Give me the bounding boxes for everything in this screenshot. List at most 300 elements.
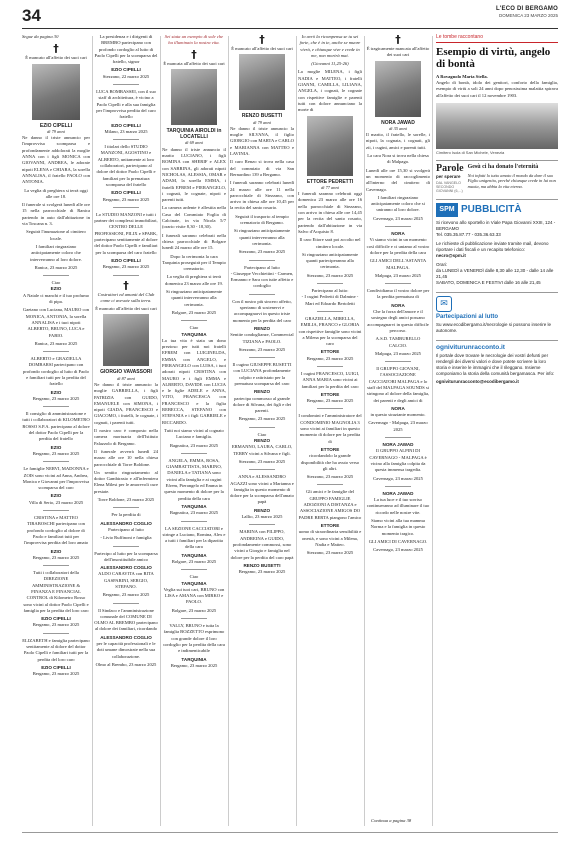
condolence-text: I condomini e l'amministratore del CONDOMINIO MAGNOLIA 3 sono vicini ai familiari in questo momento di dolore per la perdita di: [298, 413, 362, 444]
condolence: [230, 432, 294, 465]
obituary-tarquinia-airoldi: [162, 34, 226, 316]
spm-info-box: [436, 199, 558, 286]
condolence-place: Malpaga, 23 marzo 2025: [375, 272, 421, 278]
portrait-photo: [239, 54, 285, 110]
cross-icon: †: [395, 34, 401, 46]
condolence-text: A.S.D. TAMBURELLO CALCIO.: [375, 336, 421, 348]
condolence-text: Il GRUPPO ALPINI DI CAVERNAGO - MALPAGA è vicino alla famiglia colpita da questa immensa tragedia.: [369, 448, 427, 473]
condolence: [94, 551, 158, 599]
divider: [113, 603, 139, 604]
obituary-column-5: [298, 34, 362, 814]
condolence-name: EZIO CIPELLI: [41, 664, 71, 670]
column-rule: [296, 36, 297, 826]
condolence-place: Cavernago, 23 marzo 2025: [373, 475, 423, 481]
condolence: [162, 574, 226, 614]
divider: [113, 507, 139, 508]
condolence: [94, 512, 158, 541]
condolence-text: MARINA con FILIPPO, ANDREINA e GUIDO, profondamente commossi, sono vicini a Giorgio e famiglia nel dolore per la perdita del caro papà: [230, 529, 294, 560]
obit-name: ETTORE PEDRETTI: [306, 178, 354, 185]
condolence: [22, 515, 90, 561]
portrait-photo: [171, 69, 217, 125]
condolence-text: Gli amici e le famiglie del GRUPPO FAMIGLIE ADOZIONI A DISTANZA e ASSOCIAZIONE AMIGOS DO PADRE BERTA piangono l'amico: [298, 489, 362, 520]
condolence-text: GLI AMICI DELL'ASTANTA MALPAGA.: [369, 258, 427, 270]
condolence-name: EZIO: [50, 286, 62, 292]
condolence-text: GRAZIELLA, MIRELLA, EMILIA, FRANCO e GLORIA con rispettive famiglie sono vicini a Milena per la scomparsa del caro: [298, 315, 362, 347]
condolence: [366, 231, 430, 279]
divider: [181, 453, 207, 454]
obit-age: di 79 anni: [253, 119, 271, 125]
condolence: [22, 638, 90, 678]
condolence-head: Partecipano al lutto:: [311, 288, 349, 294]
condolence-text: La tua luce e il tuo sorriso continueranno ad illuminare il tuo ricordo nelle nostre vite.: [366, 497, 430, 515]
online-condolences-title: Partecipazioni al lutto: [436, 313, 499, 320]
condolence-text: La tua vita è stata un dono prezioso per tutti noi fratelli EFREM con LUIGINELDA, EMMA con ANGELO, e PIERANGELO con LUISA, i tuoi adorati nipoti CRISTINA con MAURO e i figli EMMA e ALBERTO, DAVIDE con LUCIA e le figlie ADELE e ANNA, VITO, FRANCESCA con FRANCESCO e la figlia REBECCA, STEFANO con STEFANIA e i figli GABRIELE e RICCARDO.: [162, 337, 226, 425]
spm-hours-weekend: SABATO, DOMENICA E FESTIVI dalle 16 alle 21,45: [436, 279, 541, 285]
condolence-name: RENZO: [253, 389, 271, 395]
ogni-vita-email[interactable]: ogniviturunracconto@ecodibergamo.it: [436, 378, 519, 384]
condolence-place: Bergamo, 23 marzo 2025: [32, 622, 80, 628]
obit-intro: È mancato all'affetto dei suoi cari: [25, 55, 87, 61]
divider: [385, 283, 411, 284]
condolence-name: NORA: [391, 302, 405, 308]
condolence: [298, 316, 362, 362]
condolence-name: ALESSANDRO COGLIO: [100, 520, 152, 526]
condolence: [366, 288, 430, 357]
condolence: [94, 608, 158, 669]
obit-body: Dopo la cerimonia la cara Tarquinia proseguirà per il Tempio crematorio.: [162, 253, 226, 272]
publication-name: L'ECO DI BERGAMO: [496, 6, 558, 12]
condolence-text: I cugini FRANCESCO, LUIGI, ANNA MARIA sono vicini ai familiari per la perdita del caro: [300, 370, 360, 389]
condolence-place: Malpaga, 23 marzo 2025: [375, 350, 421, 356]
condolence-name: RENZO BUSETTI: [243, 562, 281, 568]
divider: [317, 311, 343, 312]
obit-body: Seguirà l'inumazione al cimitero locale.: [26, 229, 86, 241]
divider: [249, 524, 275, 525]
condolence: [230, 265, 294, 290]
obit-name: GIORGIO VAVASSORI: [100, 369, 152, 376]
condolence-name: EZIO: [50, 493, 62, 499]
parole-per-sperare-box: [436, 160, 558, 193]
condolence-name: NORA JAWAD: [382, 442, 414, 448]
obit-body: Il caro Renzo si trova nella casa del commiato di via San Bernardino 139 a Bergamo.: [230, 159, 294, 177]
divider: [181, 618, 207, 619]
cross-icon: †: [123, 278, 129, 292]
continued-on: Continua a pagina 38: [371, 818, 412, 823]
obit-intro: È tragicamente mancata all'affetto dei suoi cari: [366, 46, 430, 58]
condolence-place: Bergamo, 23 marzo 2025: [238, 569, 286, 575]
condolence-name: TARQUINIA: [181, 552, 207, 558]
condolence: [230, 474, 294, 520]
obituary-column-3: [162, 34, 226, 826]
condolence-place: Lallio, 23 marzo 2025: [241, 514, 283, 520]
divider: [43, 510, 69, 511]
column-rule: [228, 36, 229, 826]
condolence-head: Ciao: [51, 280, 61, 286]
spm-email[interactable]: necro@spm.it: [436, 252, 466, 258]
condolence-text: - Giuseppe Vecchiettini - Carmen, Ermanno e Sara con tutte affetto e cordoglio: [230, 270, 294, 289]
condolence-place: Villa di Serio, 23 marzo 2025: [28, 499, 84, 505]
condolence-text: Con il nostro più sincero affetto, speriamo di sostenervi e accompagnarvi in questo triste momento per la perdita del caro: [232, 298, 292, 323]
obit-body: Seguirà il trasporto al tempio crematorio di Bergamo.: [235, 213, 289, 226]
obit-body: Ne danno il triste annuncio la moglie SILVANA, il figlio GIORGIO con MARTA e CARLO e MARIANNA con MATTEO e LAVINIA.: [230, 125, 294, 157]
divider: [385, 486, 411, 487]
condolence-head: Ciao: [257, 431, 267, 437]
condolence-text: GLI AMICI DI CAVERNAGO.: [368, 538, 428, 544]
feature-title: Esempio di virtù, angelo di bontà: [436, 46, 551, 70]
condolence: [22, 570, 90, 629]
column-rule: [364, 36, 365, 826]
obit-place-date: Ranica, 23 marzo 2025: [34, 264, 78, 270]
condolence-text: Il Sindaco e l'amministrazione comunale del COMUNE DI OLMO AL BREMBO partecipano al dolore dei familiari, ricordando: [94, 607, 158, 632]
condolence-place: Bergamo, 23 marzo 2025: [32, 554, 80, 560]
obit-place-date: Bolgare, 23 marzo 2025: [171, 309, 217, 315]
section-kicker: Le tombe raccontano: [436, 34, 558, 43]
divider: [317, 484, 343, 485]
condolence: [162, 526, 226, 566]
condolence-text: Partecipano al lutto: [108, 526, 144, 532]
divider: [317, 408, 343, 409]
cross-icon: †: [259, 34, 265, 46]
condolence-name: EZIO CIPELLI: [111, 190, 141, 196]
obit-intro: La moglie MILENA, i figli NADIA e MATTEO, i fratelli GIANNI, CAMILLA, LILIANA, ANGELA, i cognati, le cognate con rispettive famiglie e parenti tutti con dolore annunciano la morte di: [298, 69, 362, 113]
condolence-text: Vi siamo vicini in un momento così difficile e ci uniamo al vostro dolore per la perdita della cara: [366, 237, 430, 255]
obituary-ettore-pedretti: [298, 34, 362, 279]
divider: [113, 546, 139, 547]
condolence-name: RENZO: [253, 325, 271, 331]
online-condolences-box: [436, 292, 558, 334]
condolence: [94, 89, 158, 135]
condolence-name: ETTORE: [320, 349, 340, 355]
condolence-text: Il consiglio di amministrazione e tutti i collaboratori di KILOMETRO ROSSO S.P.A. partecipano al dolore del dottor Paolo Cipelli per la perdita del fratello: [22, 411, 90, 442]
condolence-name: EZIO CIPELLI: [41, 616, 71, 622]
condolence-text: ALBERTO e GRAZIELLA DOMBARSI partecipano con profondo cordoglio al lutto di Paolo e familiari tutti per la perdita del fratello: [23, 356, 89, 387]
cemetery-photo: [436, 103, 558, 149]
condolence: [230, 529, 294, 575]
condolence-place: Ranica, 23 marzo 2025: [34, 340, 78, 346]
obit-body: Ne danno il triste annuncio il marito LUCIANO, i figli ROMINA con SHERIF e ALEX con SABRINA, gli adorati nipoti NICHOLAS, ALESSIA, OMAR e ADAM, la sorella EMMA, i fratelli EFREM e PIERANGELO, i cognati, le cognate, nipoti e parenti tutti.: [162, 146, 226, 203]
condolence: [366, 366, 430, 433]
condolence-place: Bergamo, 23 marzo 2025: [238, 416, 286, 422]
obituary-column-2: [94, 34, 158, 826]
condolence-text: ricordandolo la grande disponibilità che ha avuto verso gli altri.: [300, 453, 360, 471]
condolence-name: ALESSANDRO COGLIO: [100, 565, 152, 571]
obit-intro: È mancato all'affetto dei suoi cari: [231, 46, 293, 51]
obit-name: RENZO BUSETTI: [241, 113, 283, 120]
condolence: [230, 362, 294, 423]
condolence-text: Partecipo al lutto per la scomparsa dell'insostituibile amico: [94, 550, 158, 562]
divider: [181, 320, 207, 321]
portrait-photo: [32, 64, 80, 120]
obit-age: di 69 anni: [185, 140, 203, 146]
condolence: [298, 288, 362, 307]
condolence: [162, 325, 226, 449]
condolence: [22, 466, 90, 506]
divider: [43, 633, 69, 634]
condolence-place: Milano, 23 marzo 2025: [104, 128, 148, 134]
spm-hours-weekday: da LUNEDÌ a VENERDÌ dalle 8,30 alle 12,30 - dalle 14 alle 21,45: [436, 267, 554, 279]
condolence: [162, 623, 226, 669]
condolence-place: Bergamo, 23 marzo 2025: [102, 264, 150, 270]
header-rule: [22, 28, 558, 29]
divider: [385, 226, 411, 227]
condolence: [162, 458, 226, 517]
condolence-place: Bolgare, 23 marzo 2025: [171, 559, 217, 564]
column-rule: [92, 36, 93, 826]
obit-body: Il caro Ettore sarà poi accolto nel cimitero locale.: [299, 237, 361, 249]
condolence-name: ETTORE: [320, 522, 340, 528]
obituary-renzo-busetti: [230, 34, 294, 256]
divider: [249, 357, 275, 358]
condolence: [366, 491, 430, 554]
online-condolences-text: Su www.ecodibergamo.it/necrologie si possono inserire le autonome.: [436, 321, 552, 333]
condolence-text: Gaetano con Luciana, MAURO con MONICA, ANTONIA, la sorella ANNALISA e i tuoi nipoti ALBERTO, BRUNO, LUCA e FABIO.: [22, 307, 90, 338]
spm-email-note: Le richieste di pubblicazione inviate tramite mail, devono riportare i dati fiscali e un recapito telefonico:: [436, 240, 549, 252]
divider: [43, 461, 69, 462]
condolence-place: Bergamo, 23 marzo 2025: [102, 196, 150, 202]
condolence-text: A Natale ci manchi e il tuo profumo di pipa.: [22, 292, 90, 305]
divider: [249, 294, 275, 295]
obit-body: Lunedì alle ore 15,30 si svolgerà un momento di raccoglimento all'interno del cimitero di Cavernago.: [366, 167, 430, 192]
cross-icon: †: [53, 42, 59, 56]
condolence-name: EZIO CIPELLI: [111, 122, 141, 128]
page-number: 34: [22, 6, 41, 25]
spm-logo-mark: SPM: [436, 203, 458, 217]
divider: [43, 406, 69, 407]
condolence-name: EZIO: [50, 444, 62, 450]
condolence: [298, 413, 362, 480]
condolence-name: NORA: [391, 405, 405, 411]
spm-phone: Tel. 035.35.87.77 - 035.36.63.33: [436, 231, 501, 237]
condolence-text: ELIZABETH e famiglia partecipano sentitamente al dolore del dottor Paolo Cipelli e familiari tutti per la perdita del loro caro: [22, 637, 90, 662]
condolence-text: La presidenza e i dirigenti di BREMBO partecipano con profondo cordoglio al lutto di Paolo Cipelli per la scomparsa del fratello, signor: [94, 34, 158, 65]
obit-place-date: Stezzano, 23 marzo 2025: [306, 272, 354, 278]
obit-age: di 77 anni: [321, 184, 339, 190]
divider: [43, 565, 69, 566]
condolence-place: Bolgare, 23 marzo 2025: [171, 607, 217, 613]
obit-age: di 35 anni: [389, 125, 407, 131]
condolence-text: ANNA e ALESSANDRO AGAZZI sono vicini a Marianna e famiglia in questo momento di dolore per la scomparsa dell'amato papà: [230, 474, 294, 505]
condolence-place: Stezzano, 22 marzo 2025: [102, 73, 150, 79]
portrait-photo: [307, 116, 353, 176]
obit-body: I funerali saranno celebrati lunedì 24 marzo alle ore 11 nella parrocchiale di Stezzano, con arrivo in chiesa alle ore 10,45 per la recita del santo rosario.: [230, 180, 294, 211]
divider: [113, 84, 139, 85]
condolence-place: Stezzano, 23 marzo 2025: [306, 474, 354, 480]
condolence-place: Cavernago - Malpaga, 23 marzo 2025: [368, 420, 428, 432]
condolence-text: Sentite condoglianze, Commercial TIZIANA e PAOLO.: [230, 332, 294, 344]
condolence-name: TARQUINIA: [181, 331, 207, 337]
divider: [181, 569, 207, 570]
portrait-photo: [375, 61, 421, 117]
condolence-head: Ciao: [189, 325, 199, 331]
condolence: [22, 280, 90, 347]
condolence-text: I titolari dello STUDIO MANZONI, AGOSTINO e ALBERTO, unitamente ai loro collaboratori, partecipano al dolore del dottor Paolo Cipelli e familiari per la prematura scomparsa del fratello: [96, 144, 156, 187]
condolence-text: Tutti noi siamo vicini al cognato Luciano e famiglia.: [164, 427, 224, 440]
obit-age: di 79 anni: [47, 128, 65, 134]
obit-body: Ne danno il triste annuncio per l'improvvisa scomparsa e profondamente addolorati la moglie ANNA con i figli MONICA con GIOVANNI, ANDREA, le adorate nipoti ELENA e CHIARA, la sorella ANNALISA, il fratello PAOLO con ANTONIA.: [22, 135, 90, 185]
obit-body: I funerali saranno celebrati oggi domenica 23 marzo alle ore 16 nella parrocchiale di Stezzano, con arrivo in chiesa alle ore 14,45 per la recita del santo rosario, partendo dall'abitazione in via Salvo d'Acquisto 8.: [298, 191, 362, 234]
condolence-place: Bagnatica, 23 marzo 2025: [169, 510, 219, 516]
masthead: [496, 6, 558, 18]
condolence: [366, 442, 430, 482]
parole-quote: Noi infatti lo tutto amato il mondo da dare il suo Figlio unigenito, perché chiunque crede in lui non muoia, ma abbia la vita eterna.: [467, 172, 556, 189]
divider: [43, 351, 69, 352]
parole-source: DAL VANGELO SECONDO GIOVANNI (6,...): [436, 180, 463, 193]
obit-place-date: Cavernago, 23 marzo 2025: [373, 215, 423, 221]
spm-hours-head: Orari:: [436, 261, 448, 267]
spm-address: Si ricevono allo sportello in Viale Papa Giovanni XXIII, 124 - BERGAMO: [436, 219, 556, 231]
obit-quote: Io avrò la ricompensa se tu sei forte, che è in te, anche se muore vivrà, e chiunque vive e crede in me, non morirà mai.: [299, 34, 361, 58]
condolence-place: Olmo al Brembo, 23 marzo 2025: [95, 661, 157, 667]
feature-story: [436, 74, 558, 99]
parole-title: Gesù ci ha donato l'eternità: [467, 163, 539, 170]
obit-name: TARQUINIA AIROLDI in LOCATELLI: [166, 127, 222, 141]
divider: [249, 260, 275, 261]
obit-body: La veglia di preghiera si terrà domenica 23 marzo alle ore 19.: [165, 274, 223, 286]
condolence-place: Bergamo, 23 marzo 2025: [32, 671, 80, 677]
obit-quote: Costruttori ed amanti del Club come ci avevate sulla terra.: [97, 291, 155, 303]
condolence: [94, 144, 158, 203]
condolence-place: Cavernago, 23 marzo 2025: [373, 547, 423, 553]
condolence: [230, 299, 294, 353]
condolence-place: Stezzano, 23 marzo 2025: [306, 550, 354, 556]
condolence-place: Bergamo, 23 marzo 2025: [32, 450, 80, 456]
condolence-text: per le capacità professionali e le doti umane dimostrate nella sua collaborazione.: [96, 641, 156, 659]
ogni-vita-text: Il portale dove trovare le necrologie dei vostri defunti per rendergli dei diversi valori e dove potete scrivere la loro storia e inserire le immagini che il rileggano. Insieme componiamo la storia della comunità bergamasca. Per info:: [436, 352, 555, 376]
spm-logo-text: PUBBLICITÀ: [461, 204, 522, 216]
condolence-name: RENZO: [253, 438, 271, 444]
condolence-name: NORA: [391, 231, 405, 237]
condolence-name: EZIO: [50, 389, 62, 395]
obit-body: I familiari ringraziano anticipatamente coloro che si uniranno al loro dolore.: [371, 194, 425, 213]
condolence-text: Siamo vicini alla tua mamma Norma e la famiglia in questo momento tragico.: [370, 518, 426, 536]
obit-age: di 87 anni: [117, 375, 135, 381]
condolence-text: ALDO CARAVITA con RITA GASPARINI, SERGIO, STEFANO.: [98, 571, 154, 589]
condolence-text: partecipa commosso al grande dolore di Silvana, dei figli e dei parenti.: [232, 395, 292, 414]
condolence-text: uomo di straordinaria sensibilità e onestà, e sono vicini a Milena, Nadia e Matteo.: [298, 529, 362, 547]
condolence-text: Il cugino GIUSEPPE BUSETTI con LUCIANA profondamente colpito e rattristato per la prematura scomparsa del caro: [232, 362, 292, 386]
divider: [43, 275, 69, 276]
obituary-nora-jawad: [366, 34, 430, 222]
condolence-text: - Livio Ruffinoni e famiglia: [100, 535, 152, 541]
divider: [385, 437, 411, 438]
publication-date: DOMENICA 23 MARZO 2025: [498, 13, 558, 18]
obit-intro: È mancato all'affetto dei suoi cari: [95, 306, 157, 312]
condolence-text: Il GRUPPO GIOVANI, l'ASSOCIAZIONE CACCIATORI MALPAGA e lo staff del MALPAGA SOUNDS si stringono al dolore della famiglia, dei parenti e degli amici di: [366, 366, 430, 403]
condolence-name: RENZO: [253, 507, 271, 513]
condolence-text: LA SEZIONE CACCIATORI e stringe a Luciano, Romina, Alex e a tutti i familiari per la dipartita della cara: [162, 525, 226, 550]
obit-body: Il nostro caro è composto nella camera mortuaria dell'Istituto Palazzolo di Bergamo.: [94, 428, 158, 446]
divider: [181, 521, 207, 522]
condolence-text: ANGELA, EMMA, ROSA, GIAMBATTISTA, MARINO, DANIELA e TATIANA sono vicini alla famiglia e ai cugini Efrem, Pierangelo ed Emma in questo momento di dolore per la perdita della cara: [164, 457, 224, 501]
condolence-name: ALESSANDRO COGLIO: [100, 634, 152, 640]
obit-body: Il marito, il fratello, le sorelle, i nipoti, la cognata, i cognati, gli zii, i cugini, amici e parenti tutti.: [366, 132, 430, 150]
obituary-column-1: [22, 34, 90, 826]
obit-body: La camera ardente è allestita nella Casa del Commiato Foglia di Calcinate, in via Nicola 5/7 (orario visite 8,30 - 18,30).: [162, 205, 226, 230]
parole-heading: Parole: [436, 162, 464, 174]
obit-intro: È mancata all'affetto dei suoi cari: [163, 60, 225, 66]
obit-body: Ne danno il triste annuncio la moglie GABRIELLA, i figli PATRIZIA con GUIDO, EMANUELE con SIMONA, i nipoti GIADA, FRANCESCO e GIACOMO, i fratelli, le cognate, i cognati, i parenti tutti.: [94, 381, 158, 425]
condolence-name: EZIO: [50, 548, 62, 554]
condolence-place: Stezzano, 23 marzo 2025: [238, 458, 286, 464]
footer-rule: [22, 832, 558, 833]
sidebar: [436, 34, 558, 385]
condolence-text: CRISTINA e MATTEO TIRABOSCHI partecipano con profondo cordoglio al dolore di Paolo e familiari tutti per l'improvvisa perdita del loro amato: [23, 515, 89, 546]
obit-body: Il funerale avverrà lunedì 24 marzo alle ore 10 nella chiesa parrocchiale di Torre Boldone.: [94, 448, 158, 467]
condolence-text: Le famiglie NERVI, MADONNA e ZOIS sono vicini ad Anna, Andrea, Monica e Giovanni per l'improvvisa scomparsa del caro: [22, 466, 90, 491]
condolence-head: Partecipano al lutto: [244, 264, 280, 270]
spm-logo: [436, 203, 558, 217]
condolence-name: ETTORE: [320, 391, 340, 397]
condolence-name: EZIO CIPELLI: [111, 257, 141, 263]
obit-body: I familiari ringraziano anticipatamente coloro che interverranno al loro dolore.: [30, 243, 82, 262]
condolence-text: Veglia sui tuoi cari, BRUNO con LISA e AMANA con MIRKO e PAOLO.: [163, 586, 225, 605]
cross-icon: †: [191, 47, 197, 61]
divider: [249, 469, 275, 470]
portrait-photo: [103, 314, 149, 366]
obit-body: Si ringraziano anticipatamente quanti parteciperanno alla cerimonia.: [301, 251, 359, 270]
condolence-place: Bergamo, 23 marzo 2025: [32, 395, 80, 401]
obit-body: Si ringraziano anticipatamente quanti interverranno alla cerimonia.: [233, 228, 291, 246]
condolence-head: Per la perdita di: [111, 512, 141, 518]
mail-icon: ✉: [436, 296, 452, 312]
obit-body: Un sentito ringraziamento al dottor Gambirasio e all'infermiera Elena Milesi per le amorevoli cure prestate.: [94, 469, 158, 494]
obit-name: EZIO CIPELLI: [39, 122, 73, 129]
continued-from: Segue da pagina 30: [22, 34, 59, 39]
obit-name: NORA JAWAD: [381, 119, 415, 126]
divider: [113, 139, 139, 140]
parole-subheading: per sperare: [436, 173, 461, 179]
divider: [113, 207, 139, 208]
obit-body: I funerali saranno celebrati nella chiesa parrocchiale di Bolgare lunedì 24 marzo alle ore 15.: [162, 232, 226, 251]
condolence-name: ETTORE: [320, 446, 340, 452]
spm-contact-info: [436, 220, 558, 286]
condolence-place: Bergamo, 23 marzo 2025: [102, 592, 150, 598]
divider: [317, 366, 343, 367]
feature-body: Angelo di bontà, idolo dei genitori, conforto della famiglia, esempio di virtù a soli 24 anni dopo penosissima malattia spirava all'affetto dei suoi cari il 12 novembre 1903.: [436, 80, 558, 98]
condolence: [298, 489, 362, 556]
photo-caption: Cimitero Isola di San Michele, Venezia: [436, 149, 505, 155]
condolence-text: in questo straziante momento.: [370, 412, 426, 418]
condolence-name: TARQUINIA: [181, 656, 207, 662]
condolence-text: LUCA BOMBASSEI, con il suo staff di architettura, è vicino a Paolo Cipelli e alla sua famiglia per l'improvvisa perdita del caro fratello: [96, 89, 156, 120]
condolence-name: EZIO CIPELLI: [111, 67, 141, 73]
divider: [385, 361, 411, 362]
condolence-name: TARQUINIA: [181, 580, 207, 586]
column-rule: [160, 36, 161, 826]
condolence-text: VALLY, BRUNO e tutta la famiglia BOZZETTO esprimono con grande dolore il loro cordoglio per la perdita della cara e indimenticabile: [163, 623, 225, 654]
obit-quote-source: (Giovanni 11,25-26): [311, 61, 349, 67]
condolence: [298, 371, 362, 404]
condolence: [22, 411, 90, 457]
condolence-name: NORA JAWAD: [382, 490, 414, 496]
column-rule: [432, 36, 433, 826]
condolence-place: Bagnatica, 23 marzo 2025: [169, 442, 219, 448]
condolence-text: Lo STUDIO MANZONI e tutti i partner dei complessi immobiliari, CENTRO DELLE PROFESSIONI, PILIX e SPARK, partecipano sentitamente al dolore del dottor Paolo Cipelli e familiari per la scomparsa del caro fratello: [94, 211, 158, 255]
obituary-column-6: [366, 34, 430, 826]
condolence-text: Tutti i collaboratori della DIREZIONE AMMINISTRAZIONE & FINANZA E FINANCIAL CONTROL di Kilometro Rosso sono vicini al dottor Paolo Cipelli e famiglia per la perdita del loro caro: [23, 570, 89, 613]
obituary-giorgio-vavassori: [94, 280, 158, 504]
obit-place-date: Stezzano, 23 marzo 2025: [238, 249, 286, 255]
condolence-text: ERMANNO, LAURA, CARLO, TERRY vicini a Silvana e figli.: [231, 444, 293, 456]
obituary-ezio-cipelli: [22, 43, 90, 271]
obit-place-date: Torre Boldone, 23 marzo 2025: [97, 497, 155, 503]
page-header: [0, 0, 580, 32]
obit-body: Il funerale si svolgerà lunedì alle ore 15 nella parrocchiale di Ranica partendo in auto dall'abitazione in via Toscana n. 3.: [22, 202, 90, 227]
ogni-vita-link[interactable]: ogniviturunracconto.it: [436, 343, 505, 351]
condolence-name: TARQUINIA: [181, 503, 207, 509]
condolence-place: Bergamo, 23 marzo 2025: [170, 662, 218, 668]
obit-body: La cara Nora si trova nella chiesa di Malpaga.: [367, 153, 429, 165]
